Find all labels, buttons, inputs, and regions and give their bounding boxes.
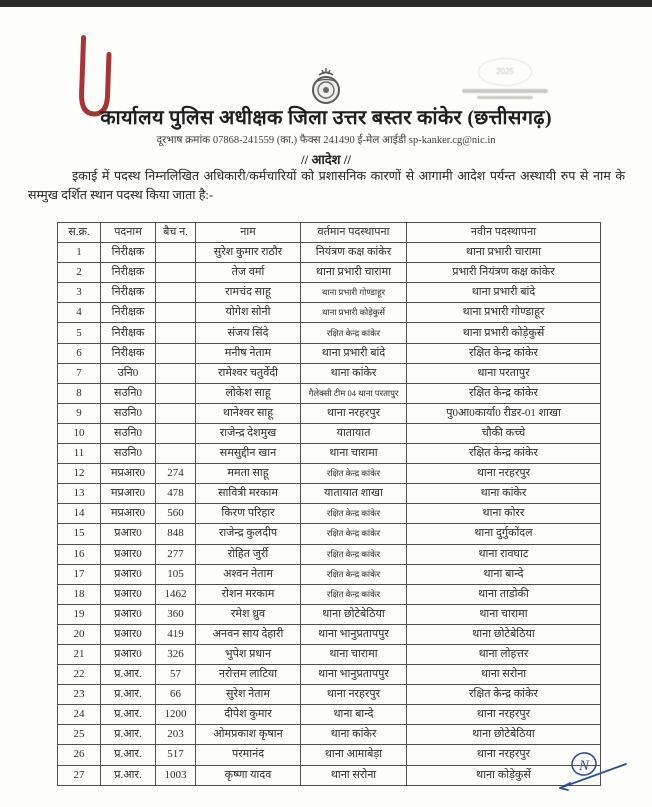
cell-name: राजेन्द्र कुलदीप [196,524,301,544]
cell-designation: मप्रआर0 [101,484,156,504]
table-row [58,644,601,664]
cell-current-posting: रक्षित केन्द्र कांकेर [301,524,407,544]
cell-name: ममता साहू [196,464,301,484]
cell-srno: 27 [58,765,101,785]
cell-name: अश्वन नेताम [196,564,301,584]
cell-new-posting: थाना परतापुर [407,363,601,383]
cell-designation: प्र.आर. [101,765,156,785]
table-row [58,745,601,765]
cell-name: राजेन्द्र देशमुख [196,423,301,443]
cell-batch-no: 419 [156,624,196,644]
cell-current-posting: थाना भानुप्रतापपुर [301,665,407,685]
cell-batch-no: 1462 [156,584,196,604]
cell-batch-no: 848 [156,524,196,544]
cell-new-posting: थाना कांकेर [407,484,601,504]
cell-batch-no: 1200 [156,705,196,725]
cell-designation: निरीक्षक [101,243,156,263]
page-title: कार्यालय पुलिस अधीक्षक जिला उत्तर बस्तर कांकेर (छत्तीसगढ़) [100,107,552,129]
cell-designation: प्र.आर. [101,745,156,765]
cell-name: सुरेश नेताम [196,685,301,705]
table-row [58,665,601,685]
cell-designation: प्र.आर. [101,705,156,725]
cell-current-posting: थाना छोटेबेठिया [301,604,407,624]
cell-srno: 7 [58,363,101,383]
cell-designation: उनि0 [101,363,156,383]
cell-new-posting: थाना प्रभारी गोण्डाहूर [407,303,601,323]
cell-designation: प्रआर0 [101,644,156,664]
cell-srno: 6 [58,343,101,363]
cell-srno: 9 [58,403,101,423]
cell-new-posting: प्रभारी नियंत्रण कक्ष कांकेर [407,263,601,283]
cell-name: थानेश्वर साहू [196,403,301,423]
cell-new-posting: रक्षित केन्द्र कांकेर [407,383,601,403]
cell-batch-no: 203 [156,725,196,745]
table-row [58,343,601,363]
cell-designation: निरीक्षक [101,343,156,363]
cell-current-posting: रक्षित केन्द्र कांकेर [301,464,407,484]
cell-designation: प्रआर0 [101,624,156,644]
cell-name: अनवन साय देहारी [196,624,301,644]
cell-designation: निरीक्षक [101,303,156,323]
table-row [58,423,601,443]
cell-current-posting: थाना प्रभारी बांदे [301,343,407,363]
cell-new-posting: थाना चारामा [407,604,601,624]
cell-srno: 17 [58,564,101,584]
cell-new-posting: रक्षित केन्द्र कांकेर [407,343,601,363]
cell-new-posting: थाना प्रभारी बांदे [407,283,601,303]
cell-name: परमानंद [196,745,301,765]
cell-current-posting: थाना कांकेर [301,363,407,383]
table-row [58,403,601,423]
table-row [58,544,601,564]
cell-designation: निरीक्षक [101,283,156,303]
stamp-year: 2025 [478,58,532,86]
cell-name: सुरेश कुमार राठौर [196,243,301,263]
table-row [58,464,601,484]
cell-name: लोकेश साहू [196,383,301,403]
cell-current-posting: थाना चारामा [301,444,407,464]
cell-name: रोहित जुर्री [196,544,301,564]
cell-name: किरण परिहार [196,504,301,524]
cell-batch-no [156,283,196,303]
transfer-table-body [58,243,601,786]
cell-new-posting: थाना सरोना [407,665,601,685]
cell-batch-no: 66 [156,685,196,705]
cell-batch-no: 57 [156,665,196,685]
cell-designation: प्रआर0 [101,604,156,624]
cell-new-posting: थाना बान्दे [407,564,601,584]
cell-batch-no [156,444,196,464]
table-row [58,323,601,343]
cell-designation: सउनि0 [101,383,156,403]
cell-batch-no [156,363,196,383]
cell-srno: 22 [58,665,101,685]
cell-designation: सउनि0 [101,444,156,464]
cell-batch-no [156,263,196,283]
cell-new-posting: थाना प्रभारी कोड़ेकुर्से [407,323,601,343]
cell-designation: सउनि0 [101,403,156,423]
cell-srno: 14 [58,504,101,524]
cell-designation: प्रआर0 [101,584,156,604]
cell-batch-no: 478 [156,484,196,504]
cell-batch-no [156,343,196,363]
cell-current-posting: गैलेक्सी टीम 04 थाना परतापुर [301,383,407,403]
table-row [58,263,601,283]
cell-batch-no [156,403,196,423]
table-header-row [58,223,601,243]
cell-srno: 26 [58,745,101,765]
cell-srno: 3 [58,283,101,303]
cell-batch-no: 517 [156,745,196,765]
table-row [58,363,601,383]
cell-srno: 24 [58,705,101,725]
column-header-designation: पदनाम [101,223,156,243]
cell-current-posting: रक्षित केन्द्र कांकेर [301,323,407,343]
cell-current-posting: रक्षित केन्द्र कांकेर [301,564,407,584]
table-row [58,524,601,544]
cell-srno: 25 [58,725,101,745]
cell-batch-no: 1003 [156,765,196,785]
cell-srno: 11 [58,444,101,464]
cell-srno: 15 [58,524,101,544]
signature-mark [554,744,646,802]
table-row [58,584,601,604]
cell-name: रमेश ध्रुव [196,604,301,624]
cell-new-posting: थाना प्रभारी चारामा [407,243,601,263]
cell-name: ओमप्रकाश कृषान [196,725,301,745]
cell-designation: प्रआर0 [101,544,156,564]
table-row [58,624,601,644]
cell-name: सावित्री मरकाम [196,484,301,504]
column-header-current-posting: वर्तमान पदस्थापना [301,223,407,243]
stamp-caption-line [477,96,533,99]
cell-name: समसुद्दीन खान [196,444,301,464]
order-heading: // आदेश // [301,152,351,167]
cell-name: योगेश सोनी [196,303,301,323]
cell-current-posting: नियंत्रण कक्ष कांकेर [301,243,407,263]
cell-current-posting: यातायात शाखा [301,484,407,504]
table-row [58,564,601,584]
column-header-name: नाम [196,223,301,243]
table-row [58,444,601,464]
cell-batch-no: 326 [156,644,196,664]
column-header-batch-no: बैच न. [156,223,196,243]
cell-current-posting: थाना चारामा [301,644,407,664]
cell-designation: प्रआर0 [101,524,156,544]
cell-name: तेज वर्मा [196,263,301,283]
table-row [58,705,601,725]
table-row [58,303,601,323]
table-row [58,243,601,263]
cell-designation: मप्रआर0 [101,464,156,484]
cell-current-posting: थाना नरहरपुर [301,403,407,423]
table-row [58,725,601,745]
cell-designation: प्र.आर. [101,725,156,745]
cell-srno: 23 [58,685,101,705]
cell-srno: 18 [58,584,101,604]
cell-designation: प्र.आर. [101,665,156,685]
cell-srno: 12 [58,464,101,484]
cell-srno: 2 [58,263,101,283]
cell-name: भुपेश प्रधान [196,644,301,664]
cell-srno: 20 [58,624,101,644]
cell-batch-no [156,383,196,403]
window-top-bar [0,0,652,7]
cell-srno: 5 [58,323,101,343]
cell-new-posting: थाना कोरर [407,504,601,524]
cell-current-posting: यातायात [301,423,407,443]
cell-current-posting: थाना भानुप्रतापपुर [301,624,407,644]
cell-new-posting: थाना ताडोकी [407,584,601,604]
cell-batch-no: 360 [156,604,196,624]
table-row [58,604,601,624]
cell-batch-no: 560 [156,504,196,524]
order-paragraph: इकाई में पदस्थ निम्नलिखित अधिकारी/कर्मचारियों को प्रशासनिक कारणों से आगामी आदेश पर्यन्त अस्थायी रुप से नाम के सम्मुख दर्शित स्थान पदस्थ किया जाता है:- [28,169,625,203]
cell-name: रामचंद साहू [196,283,301,303]
transfer-table [57,222,601,786]
cell-srno: 13 [58,484,101,504]
contact-line: दूरभाष क्रमांक 07868-241559 (का.) फैक्स 241490 ई-मेल आईडी sp-kanker.cg@nic.in [156,135,496,146]
cell-designation: सउनि0 [101,423,156,443]
cell-current-posting: थाना प्रभारी चारामा [301,263,407,283]
police-emblem-icon [306,66,346,108]
cell-designation: निरीक्षक [101,263,156,283]
cell-new-posting: पु0आ0कार्या0 रीडर-01 शाखा [407,403,601,423]
cell-new-posting: चौकी कच्चे [407,423,601,443]
signature-initial: N [579,758,590,774]
cell-batch-no: 105 [156,564,196,584]
stamp-caption-line [462,89,548,93]
cell-new-posting: थाना लोहत्तर [407,644,601,664]
table-row [58,765,601,785]
cell-designation: मप्रआर0 [101,504,156,524]
cell-new-posting: थाना रावघाट [407,544,601,564]
cell-current-posting: थाना प्रभारी गोण्डाहूर [301,283,407,303]
column-header-srno: स.क्र. [58,223,101,243]
cell-batch-no [156,323,196,343]
cell-new-posting: थाना नरहरपुर [407,464,601,484]
cell-new-posting: थाना नरहरपुर [407,745,601,765]
cell-new-posting: थाना नरहरपुर [407,705,601,725]
cell-current-posting: थाना सरोना [301,765,407,785]
cell-name: संजय सिंदे [196,323,301,343]
cell-current-posting: रक्षित केन्द्र कांकेर [301,504,407,524]
cell-srno: 16 [58,544,101,564]
table-row [58,283,601,303]
cell-batch-no: 274 [156,464,196,484]
cell-name: रामेश्वर चतुर्वेदी [196,363,301,383]
cell-name: कृष्णा यादव [196,765,301,785]
cell-current-posting: थाना नरहरपुर [301,685,407,705]
cell-current-posting: थाना कांकेर [301,725,407,745]
table-row [58,484,601,504]
cell-name: नरोत्तम लाटिया [196,665,301,685]
cell-designation: प्र.आर. [101,685,156,705]
table-row [58,504,601,524]
cell-srno: 19 [58,604,101,624]
cell-current-posting: थाना बान्दे [301,705,407,725]
cell-current-posting: थाना प्रभारी कोड़ेकुर्से [301,303,407,323]
cell-current-posting: थाना आमाबेड़ा [301,745,407,765]
table-row [58,685,601,705]
cell-designation: प्रआर0 [101,564,156,584]
cell-batch-no: 277 [156,544,196,564]
cell-new-posting: रक्षित केन्द्र कांकेर [407,444,601,464]
cell-new-posting: थाना दुर्गुकोंदल [407,524,601,544]
cell-srno: 8 [58,383,101,403]
cell-batch-no [156,243,196,263]
cell-new-posting: थाना कोड़ेकुर्से [407,765,601,785]
cell-batch-no [156,303,196,323]
cell-name: मनीष नेताम [196,343,301,363]
cell-name: रोशन मरकाम [196,584,301,604]
cell-new-posting: रक्षित केन्द्र कांकेर [407,685,601,705]
cell-new-posting: थाना छोटेबेठिया [407,624,601,644]
cell-batch-no [156,423,196,443]
table-row [58,383,601,403]
cell-srno: 21 [58,644,101,664]
cell-srno: 4 [58,303,101,323]
cell-srno: 1 [58,243,101,263]
column-header-new-posting: नवीन पदस्थापना [407,223,601,243]
cell-new-posting: थाना छोटेबेठिया [407,725,601,745]
cell-current-posting: रक्षित केन्द्र कांकेर [301,544,407,564]
cell-current-posting: रक्षित केन्द्र कांकेर [301,584,407,604]
cell-designation: निरीक्षक [101,323,156,343]
cell-name: दीपेश कुमार [196,705,301,725]
cell-srno: 10 [58,423,101,443]
